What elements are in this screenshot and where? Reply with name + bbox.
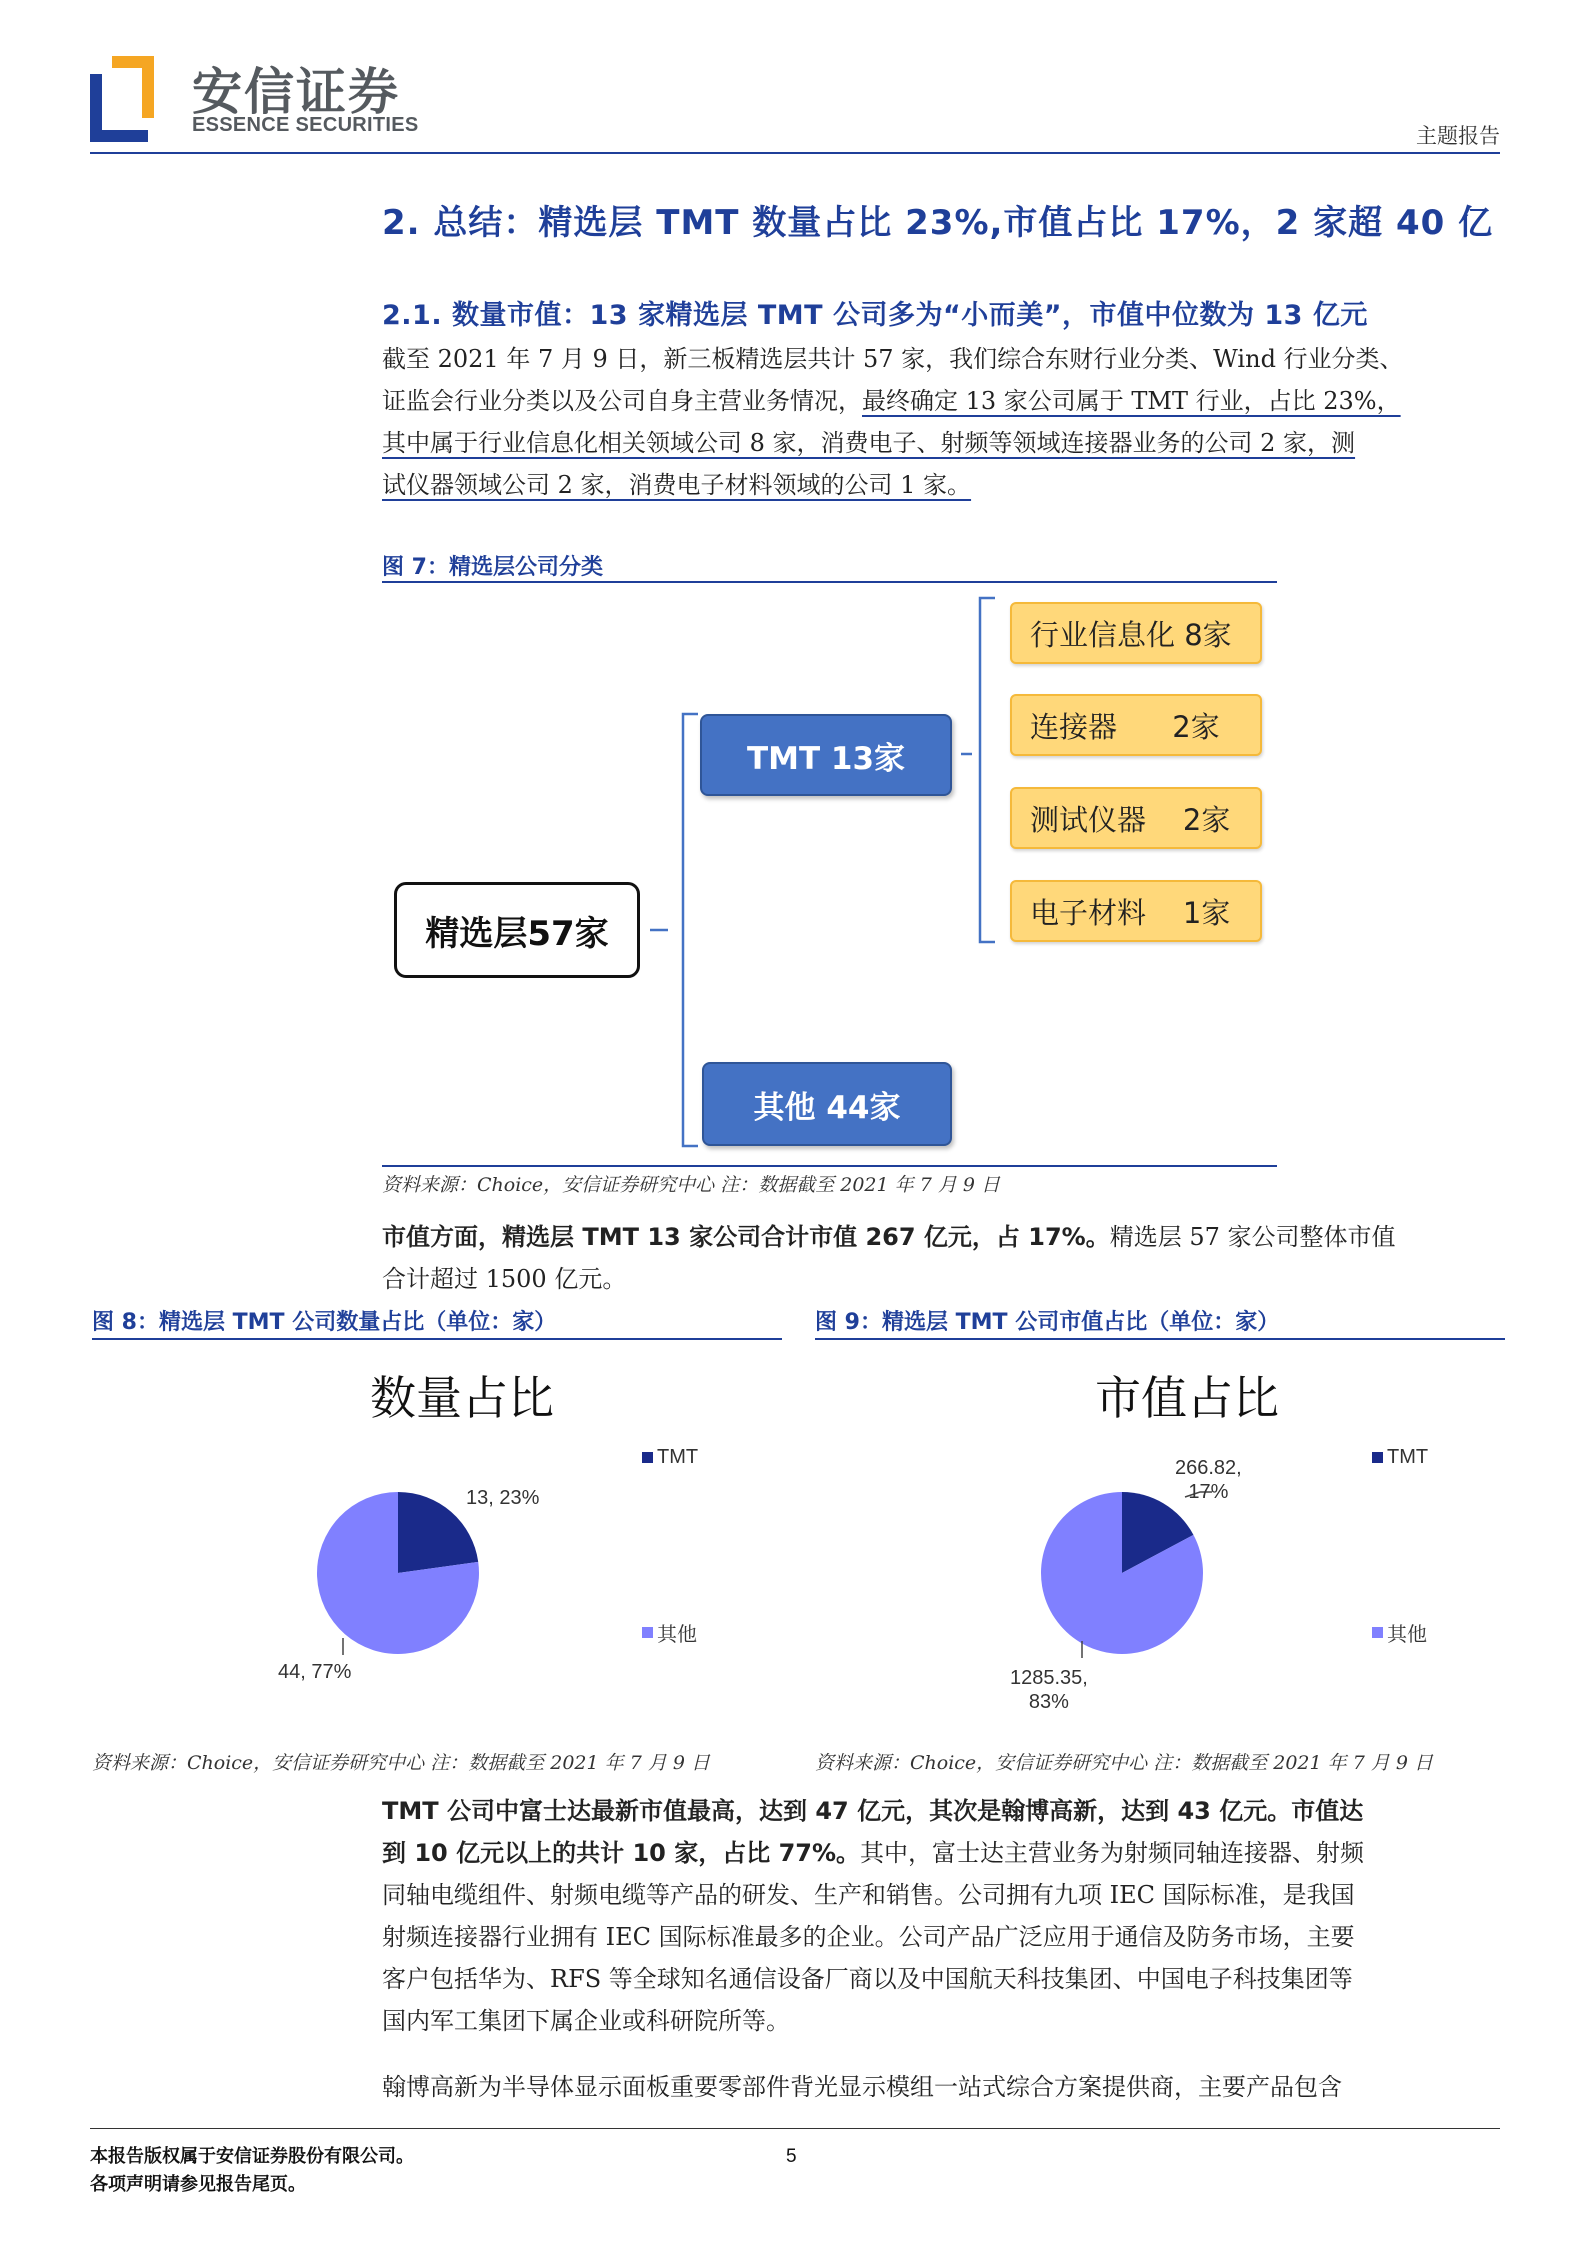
chart-title: 数量占比: [370, 1371, 554, 1425]
legend-label: 其他: [657, 1624, 697, 1646]
figure-9-title: 图 9：精选层 TMT 公司市值占比（单位：家）: [815, 1310, 1280, 1335]
footer-divider: [90, 2128, 1500, 2129]
data-label-line: 17%: [1188, 1481, 1229, 1503]
diagram-child-node: 行业信息化 8家: [1010, 602, 1262, 664]
paragraph-line: 国内军工集团下属企业或科研院所等。: [382, 2007, 790, 2035]
text-span: 精选层 57 家公司整体市值: [1109, 1223, 1396, 1251]
subsection-heading: 2.1. 数量市值：13 家精选层 TMT 公司多为“小而美”，市值中位数为 13 亿元: [382, 300, 1368, 331]
legend-item: [1372, 1446, 1428, 1469]
legend-swatch: [1372, 1452, 1383, 1463]
legend-item: [642, 1446, 698, 1469]
bold-text: TMT 公司中富士达最新市值最高，达到 47 亿元，其次是翰博高新，达到 43 亿元。市值达: [382, 1797, 1364, 1825]
data-label-line: 266.82,: [1175, 1457, 1242, 1479]
paragraph-line: 合计超过 1500 亿元。: [382, 1265, 627, 1293]
legend-label: TMT: [1387, 1446, 1429, 1468]
figure-8-source: 资料来源：Choice，安信证券研究中心 注：数据截至 2021 年 7 月 9 日: [92, 1752, 710, 1774]
legend-swatch: [642, 1627, 653, 1638]
paragraph-line: 射频连接器行业拥有 IEC 国际标准最多的企业。公司产品广泛应用于通信及防务市场，主要: [382, 1923, 1355, 1951]
diagram-child-node: 测试仪器 2家: [1010, 787, 1262, 849]
figure-9-source: 资料来源：Choice，安信证券研究中心 注：数据截至 2021 年 7 月 9 日: [815, 1752, 1433, 1774]
paragraph-line: [382, 1790, 1364, 1832]
data-label: [1175, 1456, 1242, 1504]
figure-7-source: 资料来源：Choice，安信证券研究中心 注：数据截至 2021 年 7 月 9 日: [382, 1174, 1000, 1196]
footer-copyright: 本报告版权属于安信证券股份有限公司。: [90, 2146, 414, 2167]
legend-label: 其他: [1387, 1624, 1427, 1646]
figure-7-title: 图 7：精选层公司分类: [382, 555, 603, 580]
diagram-root-node: 精选层57家: [394, 882, 640, 978]
diagram-tmt-node: TMT 13家: [700, 714, 952, 796]
legend-item: [642, 1618, 697, 1647]
underlined-line: 其中属于行业信息化相关领域公司 8 家，消费电子、射频等领域连接器业务的公司 2 家，测: [382, 429, 1356, 457]
paragraph-line: 同轴电缆组件、射频电缆等产品的研发、生产和销售。公司拥有九项 IEC 国际标准，是我国: [382, 1881, 1355, 1909]
paragraph-3: [382, 1790, 1364, 2042]
diagram-child-node: 连接器 2家: [1010, 694, 1262, 756]
paragraph-line: 截至 2021 年 7 月 9 日，新三板精选层共计 57 家，我们综合东财行业分类、Wind 行业分类、: [382, 345, 1404, 373]
report-type-label: 主题报告: [1416, 124, 1500, 148]
text-span: 证监会行业分类以及公司自身主营业务情况，: [382, 387, 862, 415]
data-label: 44, 77%: [278, 1661, 352, 1683]
chart-title: 市值占比: [1095, 1371, 1279, 1425]
legend-swatch: [1372, 1627, 1383, 1638]
paragraph-line: 翰博高新为半导体显示面板重要零部件背光显示模组一站式综合方案提供商，主要产品包含: [382, 2073, 1342, 2101]
underlined-text: 最终确定 13 家公司属于 TMT 行业，占比 23%，: [862, 387, 1401, 415]
diagram-child-node: 电子材料 1家: [1010, 880, 1262, 942]
figure-8-title: 图 8：精选层 TMT 公司数量占比（单位：家）: [92, 1310, 557, 1335]
legend-label: TMT: [657, 1446, 699, 1468]
diagram-other-node: 其他 44家: [702, 1062, 952, 1146]
paragraph-line: [382, 1832, 1364, 1874]
legend-swatch: [642, 1452, 653, 1463]
data-label: 13, 23%: [466, 1487, 540, 1509]
logo-text-en: ESSENCE SECURITIES: [192, 114, 419, 136]
data-label-line: 1285.35,: [1010, 1667, 1088, 1689]
bold-text: 到 10 亿元以上的共计 10 家，占比 77%。: [382, 1839, 861, 1867]
page-number: 5: [786, 2146, 797, 2167]
section-heading: 2. 总结：精选层 TMT 数量占比 23%,市值占比 17%，2 家超 40 亿: [382, 203, 1494, 243]
paragraph-4: [382, 2066, 1342, 2108]
bold-text: 市值方面，精选层 TMT 13 家公司合计市值 267 亿元，占 17%。: [382, 1223, 1110, 1251]
data-label-line: 83%: [1028, 1691, 1069, 1713]
text-span: 其中，富士达主营业务为射频同轴连接器、射频: [860, 1839, 1365, 1867]
data-label: [1010, 1666, 1088, 1714]
footer-disclaimer: 各项声明请参见报告尾页。: [90, 2174, 306, 2195]
paragraph-line: 客户包括华为、RFS 等全球知名通信设备厂商以及中国航天科技集团、中国电子科技集团等: [382, 1965, 1353, 1993]
underlined-line: 试仪器领域公司 2 家，消费电子材料领域的公司 1 家。: [382, 471, 972, 499]
legend-item: [1372, 1618, 1427, 1647]
logo-text-cn: 安信证券: [192, 63, 400, 121]
